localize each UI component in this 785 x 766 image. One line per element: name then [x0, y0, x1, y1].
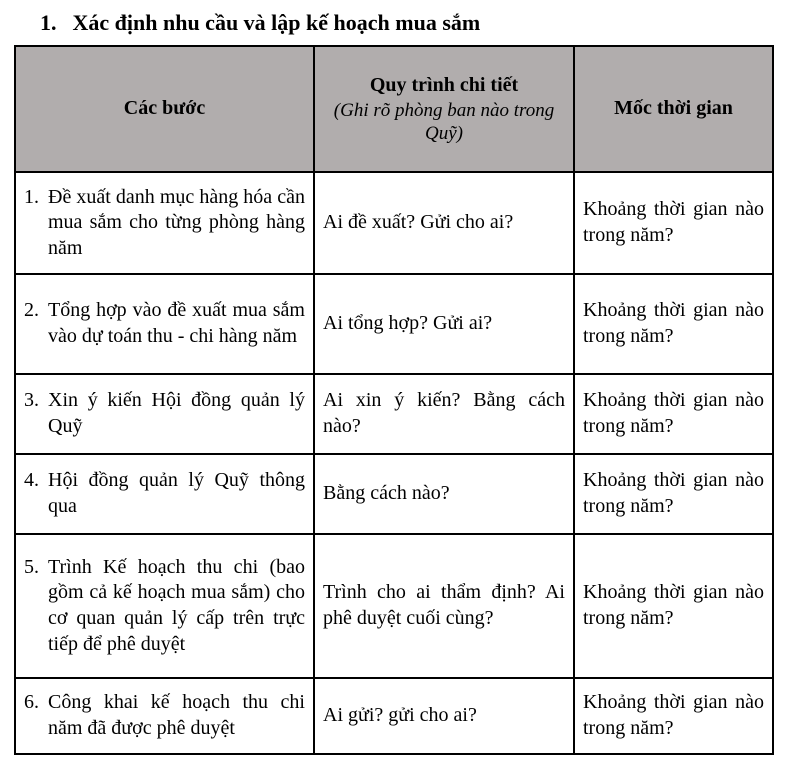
step-text: Công khai kế hoạch thu chi năm đã được phê duyệt: [48, 691, 305, 739]
step-number: 1.: [24, 185, 39, 208]
process-cell: Ai xin ý kiến? Bằng cách nào?: [314, 374, 574, 454]
process-cell: Ai gửi? gửi cho ai?: [314, 678, 574, 754]
table-row: [15, 274, 773, 374]
timeline-cell: Khoảng thời gian nào trong năm?: [574, 454, 773, 534]
step-number: 5.: [24, 555, 39, 578]
table-row: [15, 678, 773, 754]
process-cell: Trình cho ai thẩm định? Ai phê duyệt cuối cùng?: [314, 534, 574, 678]
timeline-cell: Khoảng thời gian nào trong năm?: [574, 534, 773, 678]
step-text: Xin ý kiến Hội đồng quản lý Quỹ: [48, 389, 305, 437]
section-title-text: Xác định nhu cầu và lập kế hoạch mua sắm: [72, 10, 481, 35]
step-cell: [15, 172, 314, 274]
process-cell: Ai tổng hợp? Gửi ai?: [314, 274, 574, 374]
table-row: [15, 374, 773, 454]
header-timeline: Mốc thời gian: [574, 46, 773, 172]
step-cell: [15, 374, 314, 454]
header-process-main: Quy trình chi tiết: [369, 74, 519, 97]
table-row: [15, 454, 773, 534]
step-number: 4.: [24, 469, 39, 492]
step-text: Hội đồng quản lý Quỹ thông qua: [48, 469, 305, 517]
step-number: 2.: [24, 299, 39, 322]
header-steps: Các bước: [15, 46, 314, 172]
step-text: Trình Kế hoạch thu chi (bao gồm cả kế hoạch mua sắm) cho cơ quan quản lý cấp trên trực tiếp để phê duyệt: [48, 555, 305, 655]
procurement-steps-table: [14, 45, 774, 755]
step-cell: [15, 678, 314, 754]
timeline-cell: Khoảng thời gian nào trong năm?: [574, 274, 773, 374]
step-text: Tổng hợp vào đề xuất mua sắm vào dự toán thu - chi hàng năm: [48, 299, 305, 347]
timeline-cell: Khoảng thời gian nào trong năm?: [574, 172, 773, 274]
timeline-cell: Khoảng thời gian nào trong năm?: [574, 374, 773, 454]
table-header-row: [15, 46, 773, 172]
section-title: [0, 0, 785, 36]
section-number: 1.: [40, 10, 57, 35]
step-cell: [15, 454, 314, 534]
step-cell: [15, 274, 314, 374]
step-text: Đề xuất danh mục hàng hóa cần mua sắm cho từng phòng hàng năm: [48, 185, 305, 259]
process-cell: Bằng cách nào?: [314, 454, 574, 534]
header-process-sub: (Ghi rõ phòng ban nào trong Quỹ): [333, 99, 555, 144]
timeline-cell: Khoảng thời gian nào trong năm?: [574, 678, 773, 754]
step-number: 6.: [24, 691, 39, 714]
table-row: [15, 534, 773, 678]
table-row: [15, 172, 773, 274]
step-number: 3.: [24, 389, 39, 412]
header-process: [314, 46, 574, 172]
step-cell: [15, 534, 314, 678]
process-cell: Ai đề xuất? Gửi cho ai?: [314, 172, 574, 274]
